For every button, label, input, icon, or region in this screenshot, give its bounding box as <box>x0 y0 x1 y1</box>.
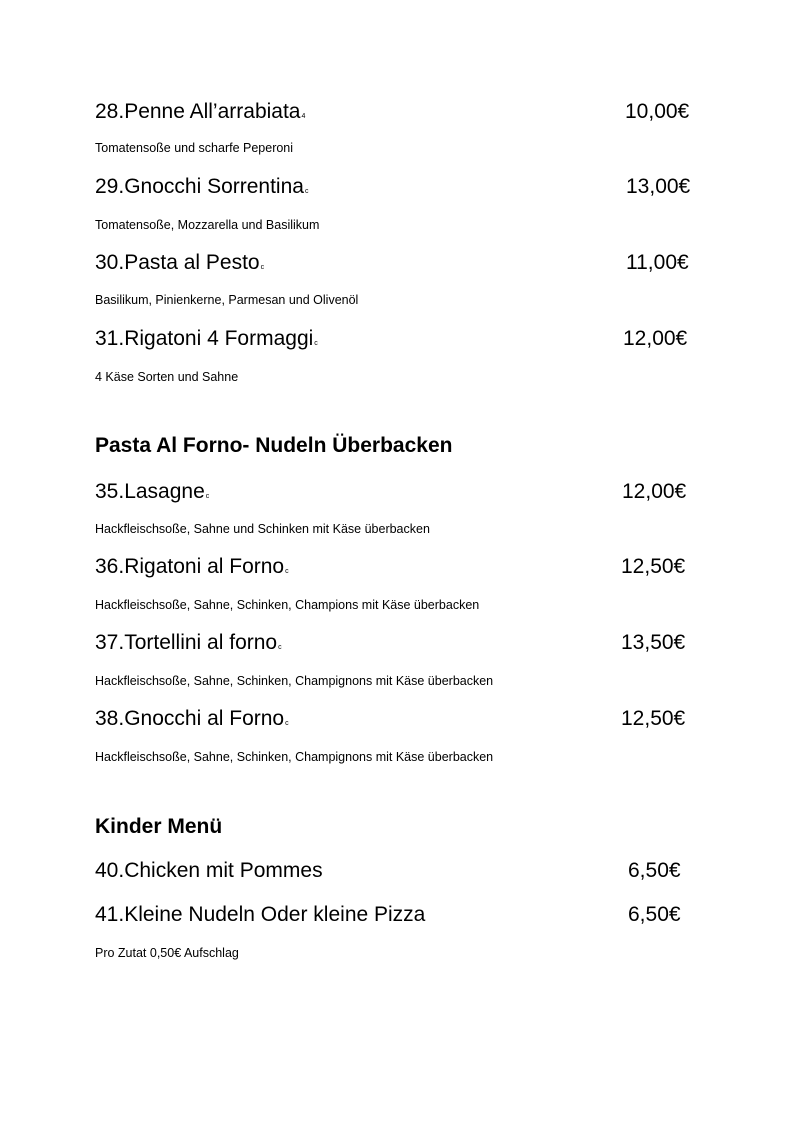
item-price: 11,00€ <box>626 251 689 274</box>
allergen-marker: c <box>285 720 289 727</box>
item-description: Hackfleischsoße, Sahne, Schinken, Champions mit Käse überbacken <box>95 598 480 612</box>
item-name: 37.Tortellini al fornoc <box>95 631 282 654</box>
item-price: 12,00€ <box>622 480 687 503</box>
item-description: Tomatensoße und scharfe Peperoni <box>95 141 294 155</box>
section-heading: Pasta Al Forno- Nudeln Überbacken <box>95 434 453 457</box>
item-description: Hackfleischsoße, Sahne, Schinken, Champignons mit Käse überbacken <box>95 750 494 764</box>
allergen-marker: c <box>278 644 282 651</box>
item-price: 12,50€ <box>621 707 686 730</box>
item-name: 38.Gnocchi al Fornoc <box>95 707 289 730</box>
item-name: 30.Pasta al Pestoc <box>95 251 265 274</box>
item-name: 31.Rigatoni 4 Formaggic <box>95 327 318 350</box>
item-price: 13,50€ <box>621 631 686 654</box>
item-price: 6,50€ <box>628 903 681 926</box>
item-name: 35.Lasagnec <box>95 480 210 503</box>
item-description: 4 Käse Sorten und Sahne <box>95 370 239 384</box>
item-description: Hackfleischsoße, Sahne und Schinken mit Käse überbacken <box>95 522 430 536</box>
allergen-marker: c <box>205 493 210 500</box>
item-price: 6,50€ <box>628 859 681 882</box>
item-name: 40.Chicken mit Pommes <box>95 859 323 882</box>
item-description: Hackfleischsoße, Sahne, Schinken, Champignons mit Käse überbacken <box>95 674 494 688</box>
item-description: Pro Zutat 0,50€ Aufschlag <box>95 946 239 960</box>
item-name: 29.Gnocchi Sorrentinac <box>95 175 309 198</box>
section-heading: Kinder Menü <box>95 815 223 838</box>
item-price: 12,50€ <box>621 555 686 578</box>
item-price: 12,00€ <box>623 327 688 350</box>
item-name: 36.Rigatoni al Fornoc <box>95 555 289 578</box>
item-price: 10,00€ <box>625 100 690 123</box>
allergen-marker: c <box>304 188 309 195</box>
item-name: 28.Penne All’arrabiata4 <box>95 100 306 123</box>
allergen-marker: 4 <box>301 113 306 120</box>
allergen-marker: c <box>285 568 289 575</box>
allergen-marker: c <box>314 340 318 347</box>
item-name: 41.Kleine Nudeln Oder kleine Pizza <box>95 903 426 926</box>
item-description: Basilikum, Pinienkerne, Parmesan und Olivenöl <box>95 293 359 307</box>
item-price: 13,00€ <box>626 175 691 198</box>
item-description: Tomatensoße, Mozzarella und Basilikum <box>95 218 320 232</box>
allergen-marker: c <box>260 264 265 271</box>
